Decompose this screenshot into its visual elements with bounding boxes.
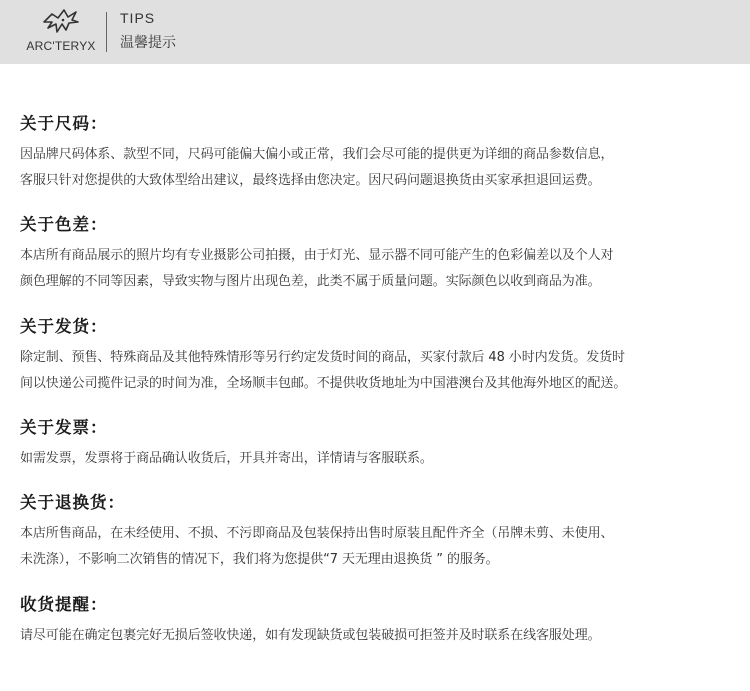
section-body: 本店所售商品，在未经使用、不损、不污即商品及包装保持出售时原装且配件齐全（吊牌未剪、未使用、 未洗涤），不影响二次销售的情况下，我们将为您提供“7 天无理由退换货 ” 的服务。: [20, 526, 614, 567]
section-invoice: [20, 417, 735, 472]
section-title: 关于发票：: [20, 418, 108, 437]
section-title: 关于发货：: [20, 317, 108, 336]
section-returns: [20, 492, 735, 573]
section-title: 关于尺码：: [20, 114, 108, 133]
section-color-difference: [20, 214, 735, 295]
section-body: 本店所有商品展示的照片均有专业摄影公司拍摄，由于灯光、显示器不同可能产生的色彩偏差以及个人对 颜色理解的不同等因素，导致实物与图片出现色差，此类不属于质量问题。实际颜色以收到商品为准。: [20, 248, 614, 289]
section-title: 关于色差：: [20, 215, 108, 234]
section-receipt-reminder: [20, 594, 735, 649]
section-body: 除定制、预售、特殊商品及其他特殊情形等另行约定发货时间的商品，买家付款后 48 小时内发货。发货时 间以快递公司揽件记录的时间为准，全场顺丰包邮。不提供收货地址为中国港澳台及其他海外地区的配送。: [20, 350, 627, 391]
archaeopteryx-logo-icon: [42, 8, 80, 36]
section-body: 如需发票，发票将于商品确认收货后，开具并寄出，详情请与客服联系。: [20, 451, 433, 466]
section-body: 请尽可能在确定包裹完好无损后签收快递，如有发现缺货或包装破损可拒签并及时联系在线客服处理。: [20, 628, 601, 643]
tips-title-cn: 温馨提示: [120, 35, 176, 51]
section-shipping: [20, 316, 735, 397]
brand-logo: [26, 8, 96, 56]
section-size: [20, 113, 735, 194]
header-divider: [106, 12, 107, 52]
section-title: 关于退换货：: [20, 493, 125, 512]
section-title: 收货提醒：: [20, 595, 108, 614]
logo-wordmark: ARC'TERYX: [26, 39, 96, 53]
section-body: 因品牌尺码体系、款型不同，尺码可能偏大偏小或正常，我们会尽可能的提供更为详细的商品参数信息， 客服只针对您提供的大致体型给出建议，最终选择由您决定。因尺码问题退换货由买家承担退回运费。: [20, 147, 614, 188]
header-bar: [0, 0, 750, 64]
tips-title-en: TIPS: [120, 10, 156, 26]
